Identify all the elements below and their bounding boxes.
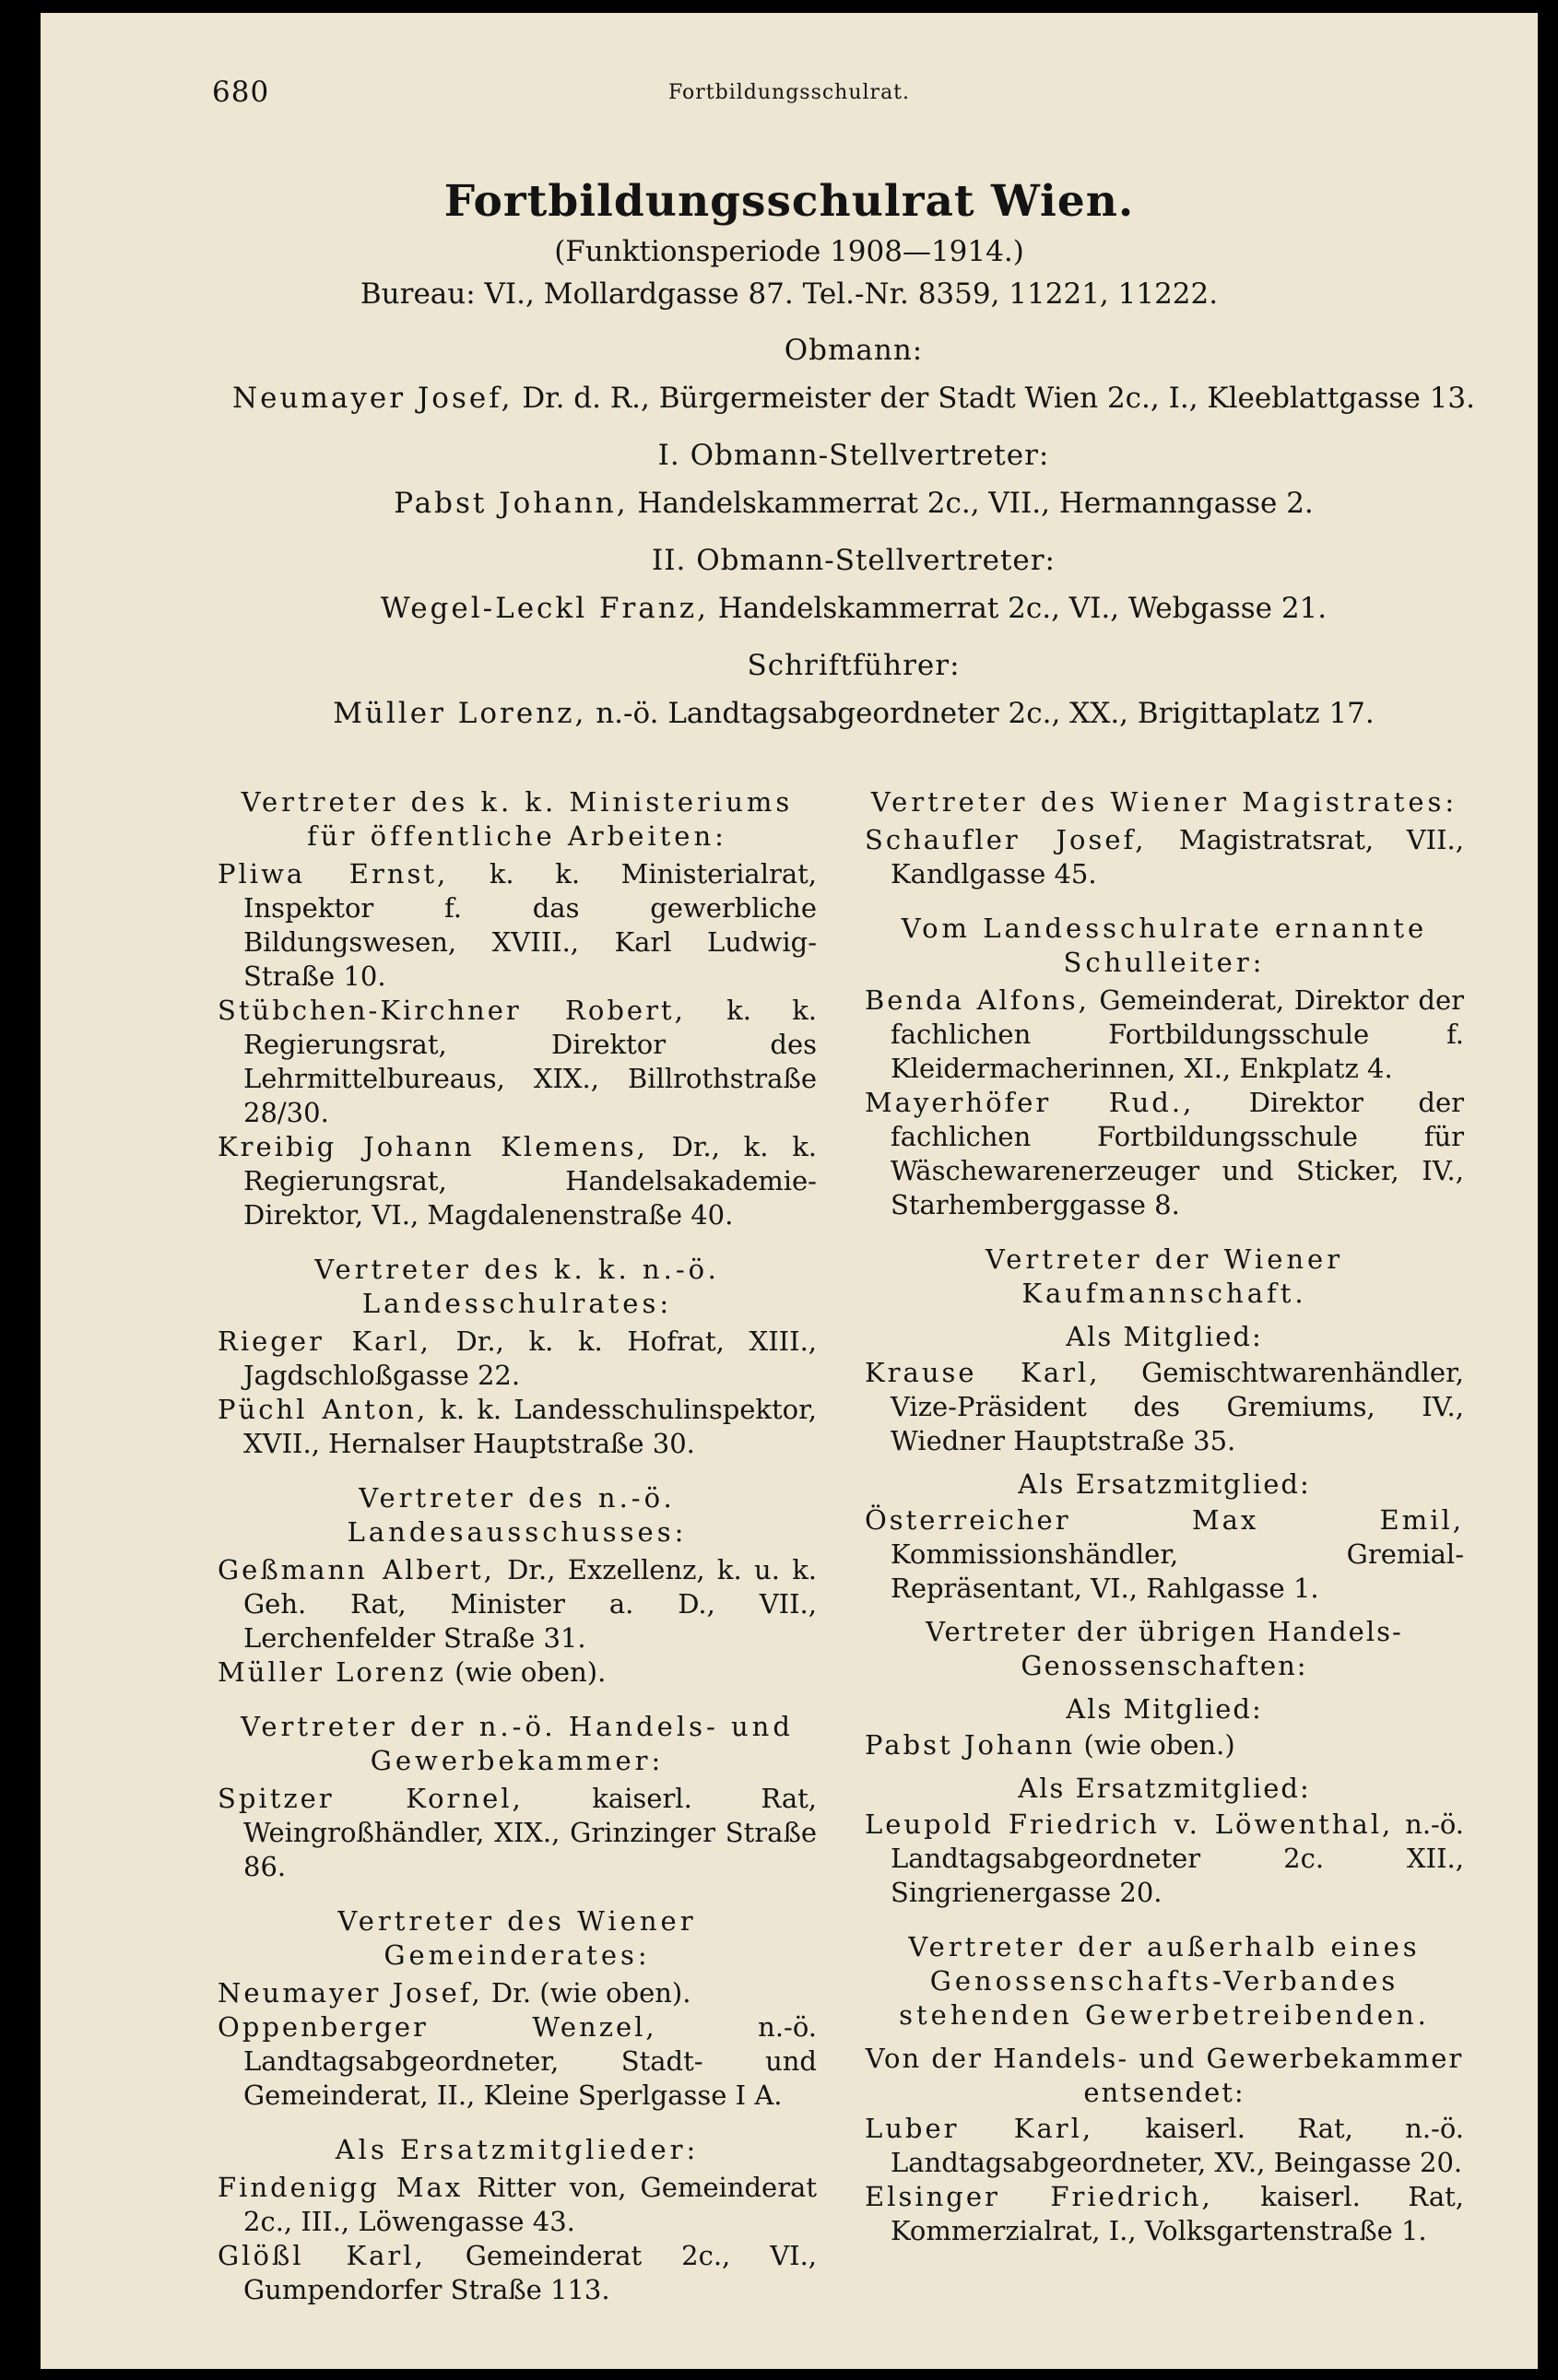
officer-entry	[225, 378, 1482, 418]
member-details: k. k. Landesschulinspektor, XVII., Hernalser Hauptstraße 30.	[243, 1394, 818, 1459]
member-name: Elsinger Friedrich,	[865, 2181, 1213, 2212]
section-heading: Vertreter der n.-ö. Handels- und Gewerbekammer:	[241, 1711, 794, 1776]
member-name: Oppenberger Wenzel,	[218, 2011, 657, 2043]
member-details: Dr. (wie oben).	[490, 1977, 691, 2009]
member-name: Luber Karl,	[865, 2113, 1094, 2144]
member-entry	[865, 1808, 1464, 1910]
member-entry	[865, 2112, 1464, 2180]
member-entry	[218, 1325, 817, 1393]
officer-entry	[225, 483, 1482, 524]
member-details: n.-ö. Landtagsabgeordneter, Stadt- und Gemeinderat, II., Kleine Sperlgasse I A.	[243, 2011, 818, 2111]
officer-details: n.-ö. Landtagsabgeordneter 2c., XX., Brigittaplatz 17.	[596, 697, 1375, 730]
member-details: Ritter von, Gemeinderat 2c., III., Löwengasse 43.	[243, 2172, 817, 2237]
member-entry	[865, 1728, 1464, 1762]
member-details: Dr., k. k. Regierungsrat, Handelsakademie-Direktor, VI., Magdalenenstraße 40.	[243, 1131, 817, 1231]
sub-heading: Als Ersatzmitglied:	[1018, 1468, 1311, 1500]
sub-heading: Als Mitglied:	[1066, 1693, 1263, 1725]
member-details: (wie oben).	[454, 1656, 607, 1688]
member-name: Findenigg Max	[218, 2172, 464, 2203]
member-name: Spitzer Kornel,	[218, 1783, 524, 1814]
member-entry	[218, 1393, 817, 1461]
section-heading: Vertreter des n.-ö. Landesausschusses:	[347, 1482, 688, 1548]
member-details: k. k. Regierungsrat, Direktor des Lehrmittelbureaus, XIX., Billrothstraße 28/30.	[243, 995, 818, 1128]
function-period: (Funktionsperiode 1908—1914.)	[554, 235, 1024, 268]
member-details: Gemischtwarenhändler, Vize-Präsident des Gremiums, IV., Wiedner Hauptstraße 35.	[891, 1357, 1464, 1456]
sub-heading: Von der Handels- und Gewerbekammer entsendet:	[865, 2043, 1464, 2108]
sub-heading: Als Mitglied:	[1066, 1321, 1263, 1352]
member-entry	[865, 1503, 1464, 1606]
member-entry	[218, 857, 817, 994]
member-details: Gemeinderat, Direktor der fachlichen Fortbildungsschule f. Kleidermacherinnen, XI., Enkplatz 4.	[891, 984, 1464, 1084]
left-column	[218, 785, 817, 2307]
member-entry	[865, 823, 1464, 891]
member-entry	[218, 2171, 817, 2239]
member-details: k. k. Ministerialrat, Inspektor f. das gewerbliche Bildungswesen, XVIII., Karl Ludwig-Straße 10.	[243, 858, 817, 992]
member-name: Püchl Anton,	[218, 1394, 429, 1425]
member-entry	[218, 1655, 817, 1690]
member-name: Rieger Karl,	[218, 1325, 431, 1357]
title-block	[41, 173, 1538, 315]
member-details: Gemeinderat 2c., VI., Gumpendorfer Straße 113.	[243, 2240, 818, 2305]
member-name: Pliwa Ernst,	[218, 858, 449, 890]
officer-details: Dr. d. R., Bürgermeister der Stadt Wien 2c., I., Kleeblattgasse 13.	[522, 382, 1475, 415]
member-details: Magistratsrat, VII., Kandlgasse 45.	[891, 824, 1464, 890]
member-entry	[865, 1356, 1464, 1458]
officer-name: Pabst Johann,	[394, 487, 629, 520]
member-entry	[218, 2010, 817, 2113]
member-entry	[865, 2180, 1464, 2248]
member-name: Stübchen-Kirchner Robert,	[218, 995, 686, 1026]
officers-list	[225, 317, 1482, 750]
officer-details: Handelskammerrat 2c., VI., Webgasse 21.	[717, 592, 1328, 625]
member-name: Neumayer Josef,	[218, 1977, 483, 2009]
member-name: Glößl Karl,	[218, 2240, 426, 2271]
member-entry	[865, 1086, 1464, 1222]
document-page	[41, 13, 1538, 2369]
section-heading: Vertreter des Wiener Gemeinderates:	[337, 1905, 697, 1971]
officer-role: II. Obmann-Stellvertreter:	[652, 544, 1056, 577]
sub-heading: Als Ersatzmitglieder:	[335, 2134, 700, 2165]
page-header	[41, 13, 1538, 109]
member-name: Schaufler Josef,	[865, 824, 1147, 855]
officer-entry	[225, 588, 1482, 629]
section-heading: Vertreter der Wiener Kaufmannschaft.	[985, 1243, 1344, 1309]
section-heading: Vertreter der außerhalb eines Genossenschafts-Verbandes stehenden Gewerbetreibenden.	[899, 1931, 1430, 2031]
officer-entry	[225, 693, 1482, 734]
member-details: Kommissionshändler, Gremial-Repräsentant, VI., Rahlgasse 1.	[891, 1538, 1464, 1604]
member-details: Dr., k. k. Hofrat, XIII., Jagdschloßgasse 22.	[243, 1325, 817, 1391]
running-head: Fortbildungsschulrat.	[667, 81, 911, 104]
member-name: Müller Lorenz	[218, 1656, 446, 1688]
officer-role: Schriftführer:	[747, 649, 961, 682]
member-name: Kreibig Johann Klemens,	[218, 1131, 648, 1162]
member-entry	[218, 1130, 817, 1232]
member-name: Österreicher Max Emil,	[865, 1504, 1464, 1536]
member-details: Direktor der fachlichen Fortbildungsschule für Wäschewarenerzeuger und Sticker, IV., Starhemberggasse 8.	[891, 1087, 1464, 1220]
member-details: kaiserl. Rat, Kommerzialrat, I., Volksgartenstraße 1.	[891, 2181, 1465, 2246]
member-entry	[865, 984, 1464, 1086]
member-entry	[218, 994, 817, 1130]
member-details: kaiserl. Rat, Weingroßhändler, XIX., Grinzinger Straße 86.	[243, 1783, 817, 1882]
right-column	[865, 785, 1464, 2248]
officer-name: Neumayer Josef,	[232, 382, 513, 415]
member-details: n.-ö. Landtagsabgeordneter 2c. XII., Singrienergasse 20.	[891, 1809, 1465, 1908]
officer-role: I. Obmann-Stellvertreter:	[657, 439, 1050, 472]
member-name: Krause Karl,	[865, 1357, 1101, 1388]
page-title: Fortbildungsschulrat Wien.	[443, 176, 1135, 227]
member-name: Mayerhöfer Rud.,	[865, 1087, 1195, 1118]
member-entry	[218, 1553, 817, 1655]
bureau-address: Bureau: VI., Mollardgasse 87. Tel.-Nr. 8359, 11221, 11222.	[360, 277, 1219, 311]
member-name: Leupold Friedrich v. Löwenthal,	[865, 1809, 1394, 1840]
section-heading: Vertreter des Wiener Magistrates:	[870, 786, 1458, 818]
member-details: Dr., Exzellenz, k. u. k. Geh. Rat, Minister a. D., VII., Lerchenfelder Straße 31.	[243, 1554, 817, 1654]
officer-name: Müller Lorenz,	[333, 697, 587, 730]
member-details: (wie oben.)	[1083, 1729, 1235, 1761]
officer-details: Handelskammerrat 2c., VII., Hermanngasse 2.	[637, 487, 1314, 520]
officer-role: Obmann:	[784, 334, 924, 367]
member-details: kaiserl. Rat, n.-ö. Landtagsabgeordneter, XV., Beingasse 20.	[891, 2113, 1464, 2178]
page-number: 680	[212, 76, 270, 109]
section-heading: Vertreter des k. k. n.-ö. Landesschulrates:	[314, 1254, 720, 1319]
member-entry	[218, 1782, 817, 1884]
member-name: Geßmann Albert,	[218, 1554, 495, 1585]
member-name: Pabst Johann	[865, 1729, 1076, 1761]
member-name: Benda Alfons,	[865, 984, 1090, 1016]
section-heading: Vertreter des k. k. Ministeriums für öffentliche Arbeiten:	[241, 786, 794, 852]
sub-heading: Vertreter der übrigen Handels-Genossenschaften:	[926, 1616, 1403, 1681]
sub-heading: Als Ersatzmitglied:	[1018, 1773, 1311, 1804]
member-entry	[218, 2239, 817, 2307]
officer-name: Wegel-Leckl Franz,	[380, 592, 709, 625]
member-entry	[218, 1976, 817, 2010]
section-heading: Vom Landesschulrate ernannte Schulleiter:	[901, 913, 1428, 978]
